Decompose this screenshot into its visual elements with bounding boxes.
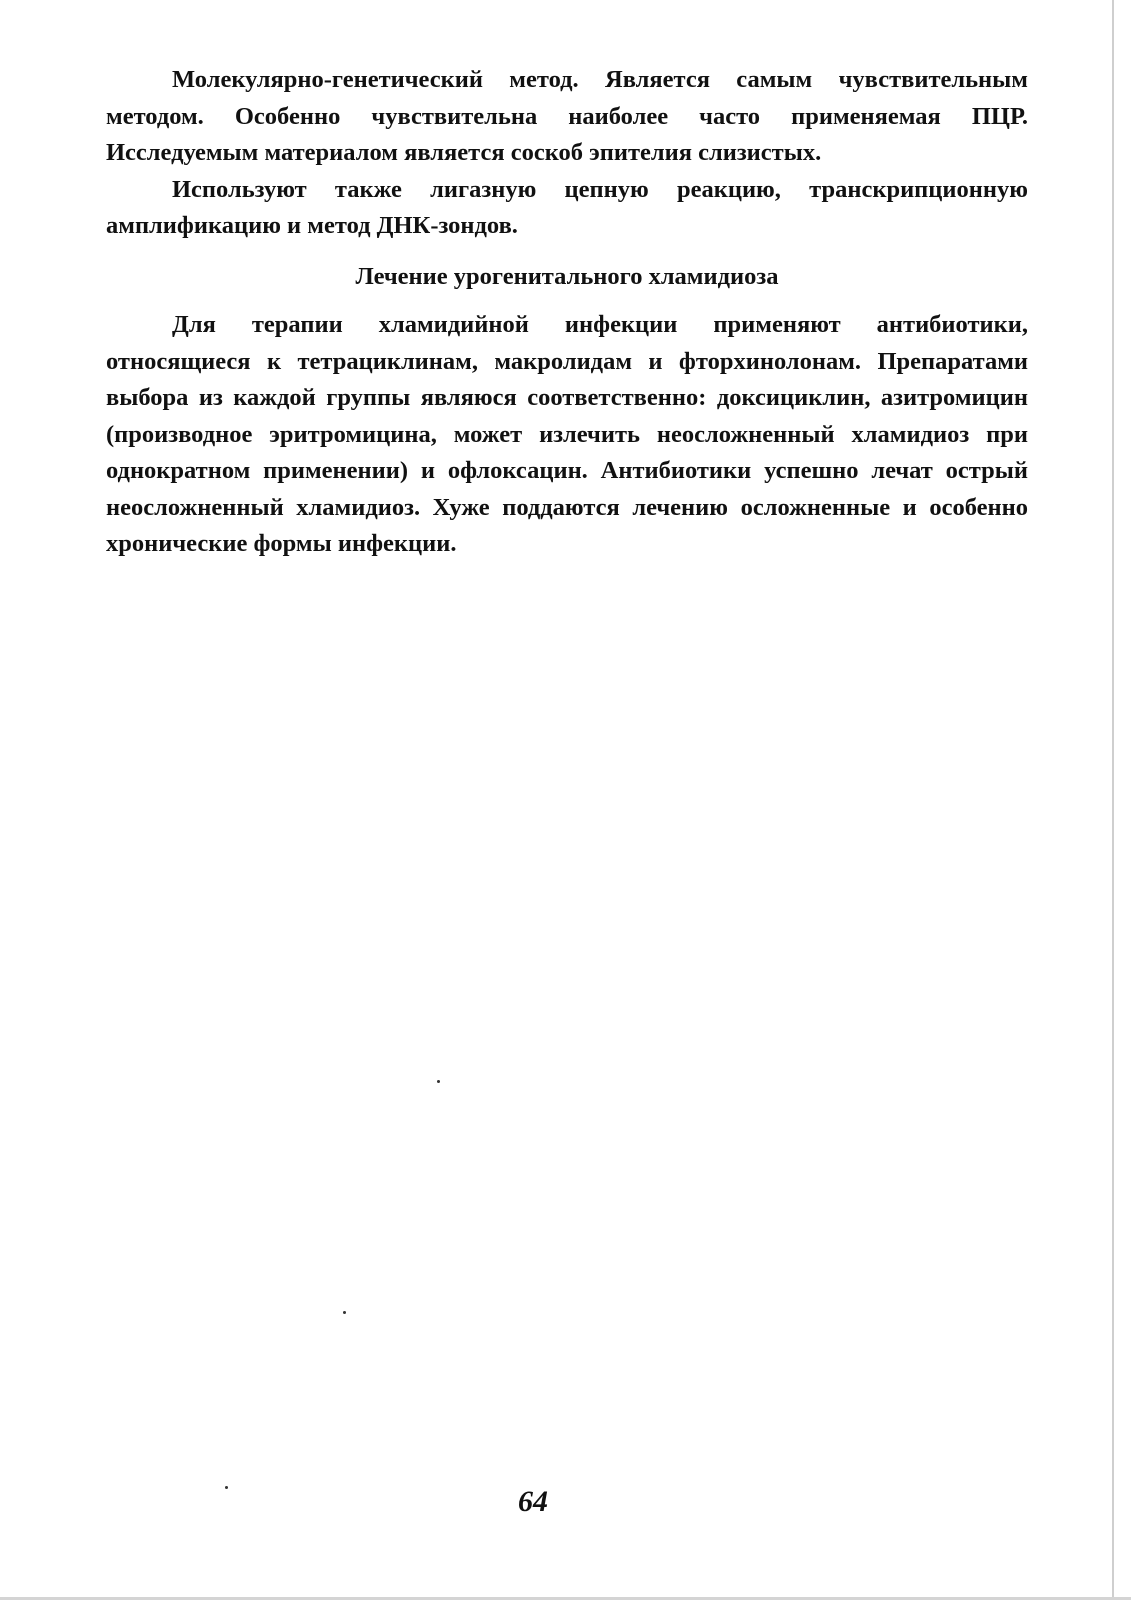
section-heading: Лечение урогенитального хламидиоза — [355, 262, 779, 290]
scan-speck — [225, 1486, 228, 1489]
paragraph-treatment: Для терапии хламидийной инфекции применяют антибиотики, относящиеся к тетрациклинам, макролидам и фторхинолонам. Препаратами выбора из каждой группы являюся соответственно: доксициклин, азитромицин (производное эритромицина, может излечить неосложненный хламидиоз при однократном применении) и офлоксацин. Антибиотики успешно лечат острый неосложненный хламидиоз. Хуже поддаются лечению осложненные и особенно хронические формы инфекции. — [106, 311, 1028, 557]
paragraph-run-in-heading: Молекулярно-генетический метод. — [172, 66, 579, 93]
scan-speck — [437, 1080, 440, 1083]
scan-speck — [343, 1311, 346, 1314]
paragraph-text: Является самым чувствительным методом. Особенно чувствительна наиболее часто применяемая ПЦР. Исследуемым материалом является соскоб эпителия слизистых. — [106, 66, 1028, 166]
paragraph-other-methods: Используют также лигазную цепную реакцию, транскрипционную амплификацию и метод ДНК-зондов. — [106, 175, 1028, 239]
body-text — [106, 62, 1028, 563]
page-number: 64 — [518, 1485, 548, 1518]
paragraph-molecular-method — [106, 62, 1028, 172]
